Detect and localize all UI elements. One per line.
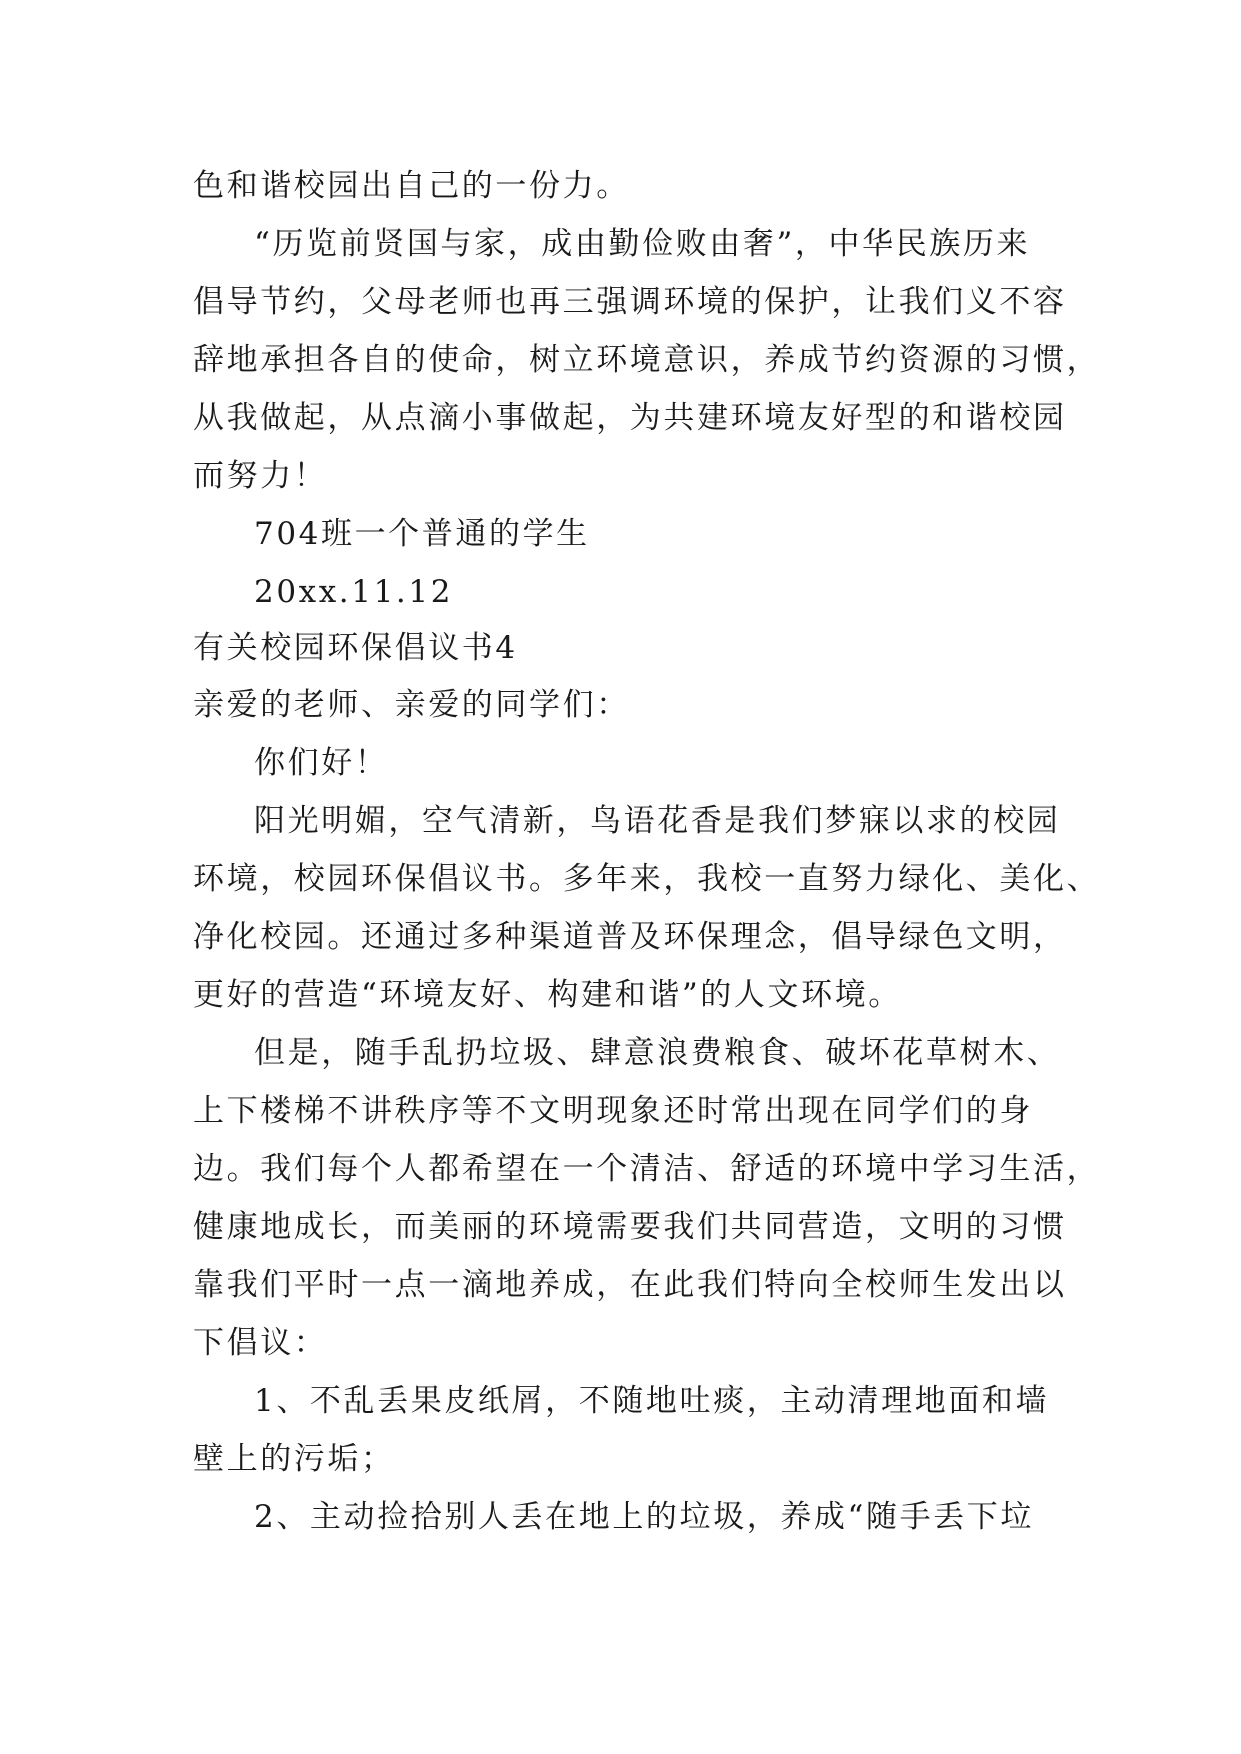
body-text-line: 辞地承担各自的使命，树立环境意识，养成节约资源的习惯， (193, 342, 1101, 378)
list-item-1: 1、不乱丢果皮纸屑，不随地吐痰，主动清理地面和墙 (254, 1383, 1050, 1419)
body-text-line: 靠我们平时一点一滴地养成，在此我们特向全校师生发出以 (193, 1267, 1067, 1303)
body-text-line: 而努力！ (193, 458, 328, 494)
list-item-2: 2、主动捡拾别人丢在地上的垃圾，养成“随手丢下垃 (254, 1499, 1034, 1535)
body-text-line: 下倡议： (193, 1325, 328, 1361)
salutation: 亲爱的老师、亲爱的同学们： (193, 687, 630, 723)
paragraph-start-line: “历览前贤国与家，成由勤俭败由奢”，中华民族历来 (254, 226, 1031, 262)
paragraph-start-line: 阳光明媚，空气清新，鸟语花香是我们梦寐以求的校园 (254, 803, 1061, 839)
list-item-1-continued: 壁上的污垢； (193, 1441, 395, 1477)
paragraph-start-line: 但是，随手乱扔垃圾、肆意浪费粮食、破坏花草树木、 (254, 1035, 1061, 1071)
body-text-line: 健康地成长，而美丽的环境需要我们共同营造，文明的习惯 (193, 1209, 1067, 1245)
body-text-line: 更好的营造“环境友好、构建和谐”的人文环境。 (193, 977, 902, 1013)
greeting: 你们好！ (254, 745, 389, 781)
signature-author: 704班一个普通的学生 (254, 516, 590, 552)
body-text-line: 色和谐校园出自己的一份力。 (193, 168, 630, 204)
body-text-line: 上下楼梯不讲秩序等不文明现象还时常出现在同学们的身 (193, 1093, 1033, 1129)
body-text-line: 从我做起，从点滴小事做起，为共建环境友好型的和谐校园 (193, 400, 1067, 436)
body-text-line: 边。我们每个人都希望在一个清洁、舒适的环境中学习生活， (193, 1151, 1101, 1187)
body-text-line: 倡导节约，父母老师也再三强调环境的保护，让我们义不容 (193, 284, 1067, 320)
signature-date: 20xx.11.12 (254, 574, 454, 610)
body-text-line: 净化校园。还通过多种渠道普及环保理念，倡导绿色文明， (193, 919, 1067, 955)
body-text-line: 环境，校园环保倡议书。多年来，我校一直努力绿化、美化、 (193, 861, 1101, 897)
section-title: 有关校园环保倡议书4 (193, 630, 518, 666)
